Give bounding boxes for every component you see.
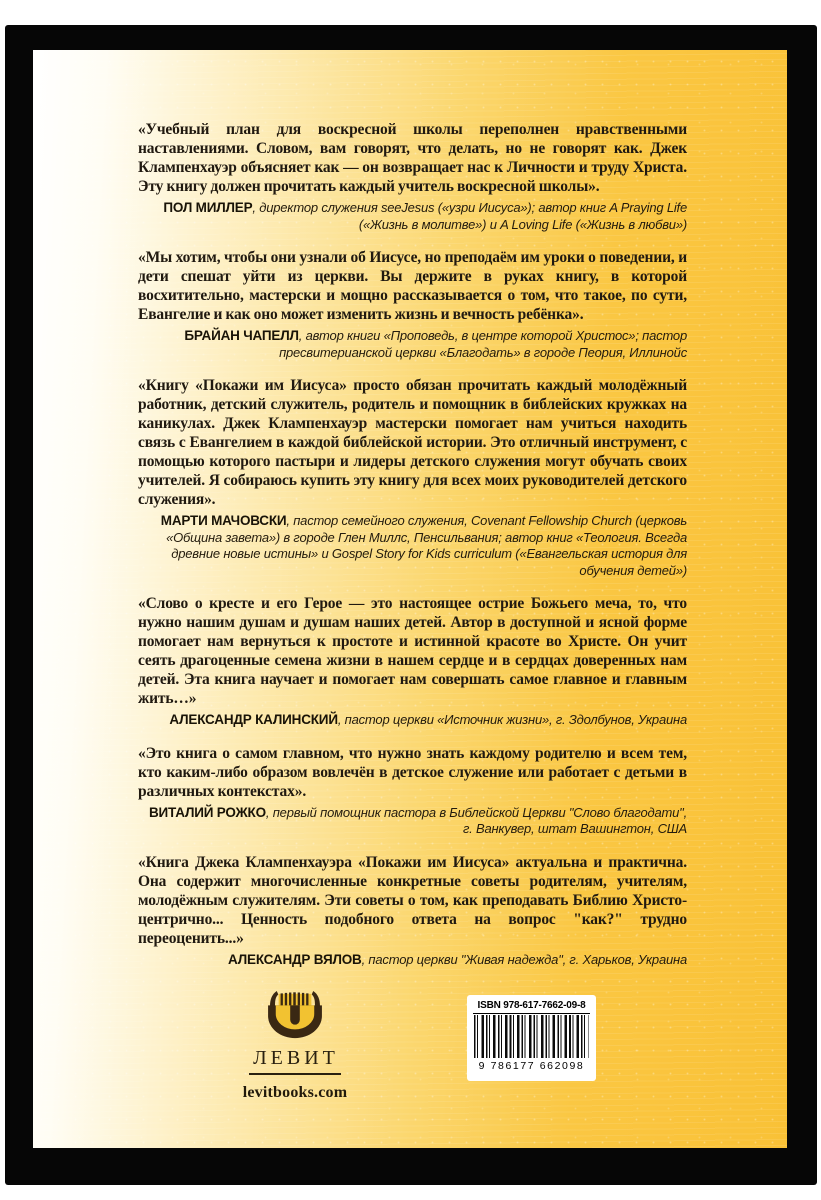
quote-text: «Слово о кресте и его Герое — это настоящее острие Божьего меча, то, что нужно нашим душам и душам наших детей. Автор в доступной и ясной форме помогает нам вернуться к простоте и истинной красоте во Христе. Он учит сеять драгоценные семена жизни в нашем сердце и в сердцах доверенных нам детей. Эта книга научает и помогает нам совершать самое главное и главным жить…» [138,595,687,707]
quote-attribution [138,805,687,838]
endorsement-quote [138,120,687,233]
isbn-digits: 9 786177 662098 [478,1060,585,1072]
quote-text: «Учебный план для воскресной школы переполнен нравственными наставлениями. Словом, вам говорят, что делать, но не говорят как. Джек Клампенхауэр объясняет как — он возвращает нас к Личности и труду Христа. Эту книгу должен прочитать каждый учитель воскресной школы». [138,121,687,195]
isbn-barcode [467,995,596,1081]
endorsement-quote [138,594,687,729]
endorsement-quote [138,744,687,838]
endorser-name: МАРТИ МАЧОВСКИ [160,513,287,528]
endorsement-quote [138,853,687,969]
endorser-name: АЛЕКСАНДР ВЯЛОВ [228,951,362,967]
isbn-label: ISBN 978-617-7662-09-8 [473,1000,590,1014]
endorsement-quote [138,248,687,361]
cover-background [33,50,787,1148]
endorser-detail: , пастор церкви "Живая надежда", г. Харьков, Украина [361,951,687,967]
endorsements-list [138,120,687,983]
quote-attribution [138,513,687,579]
quote-attribution [138,952,687,969]
endorser-detail: , первый помощник пастора в Библейской Церкви "Слово благодати", г. Ванкувер, штат Вашингтон, США [265,804,687,836]
quote-attribution [138,712,687,729]
barcode-bars-icon [474,1015,589,1058]
quote-text: «Книга Джека Клампенхауэра «Покажи им Иисуса» актуальна и практична. Она содержит многочисленные конкретные советы родителям, учителям, молодёжным служителям. Эти советы о том, как преподавать Библию Христо-центрично... Ценность подобного ответа на вопрос "как?" трудно переоценить...» [138,853,687,947]
endorser-name: АЛЕКСАНДР КАЛИНСКИЙ [169,712,338,727]
endorser-name: ПОЛ МИЛЛЕР [163,200,253,215]
publisher-website: levitbooks.com [242,1084,348,1101]
endorser-detail: , пастор церкви «Источник жизни», г. Здолбунов, Украина [337,712,687,727]
endorser-detail: , пастор семейного служения, Covenant Fellowship Church (церковь «Община завета») в городе Глен Миллс, Пенсильвания; автор книг «Теология. Всегда древние новые истины» и Gospel Story for Kids curriculum («Евангельская история для обучения детей») [166,513,687,578]
quote-text: «Книгу «Покажи им Иисуса» просто обязан прочитать каждый молодёжный работник, детский служитель, родитель и помощник в библейских кружках на каникулах. Джек Клампенхауэр мастерски помогает нам учиться находить связь с Евангелием в каждой библейской истории. Это отличный инструмент, с помощью которого пастыри и лидеры детского служения могут обучать своих учителей. Я собираюсь купить эту книгу для всех моих руководителей детского служения». [138,377,687,508]
endorsement-quote [138,376,687,579]
publisher-name: ЛЕВИТ [249,1045,341,1075]
endorser-name: ВИТАЛИЙ РОЖКО [149,804,266,820]
quote-text: «Это книга о самом главном, что нужно знать каждому родителю и всем тем, кто каким-либо образом вовлечён в детское служение или работает с детьми в различных контекстах». [138,744,687,800]
quote-text: «Мы хотим, чтобы они узнали об Иисусе, но преподаём им уроки о поведении, и дети спешат уйти из церкви. Вы держите в руках книгу, в которой восхитительно, мастерски и мощно рассказывается о том, что такое, по сути, Евангелие и как оно может изменить жизнь и вечность ребёнка». [138,249,687,323]
endorser-name: БРАЙАН ЧАПЕЛЛ [184,328,299,343]
endorser-detail: , автор книги «Проповедь, в центре которой Христос»; пастор пресвитерианской церкви «Благодать» в городе Пеория, Иллинойс [279,328,687,360]
quote-attribution [138,200,687,233]
levit-menorah-icon [266,990,324,1045]
book-edge [5,25,817,1185]
endorser-detail: , директор служения seeJesus («узри Иисуса»); автор книг A Praying Life («Жизнь в молитве») и A Loving Life («Жизнь в любви») [252,200,687,232]
publisher-logo [231,990,359,1102]
quote-attribution [138,328,687,361]
